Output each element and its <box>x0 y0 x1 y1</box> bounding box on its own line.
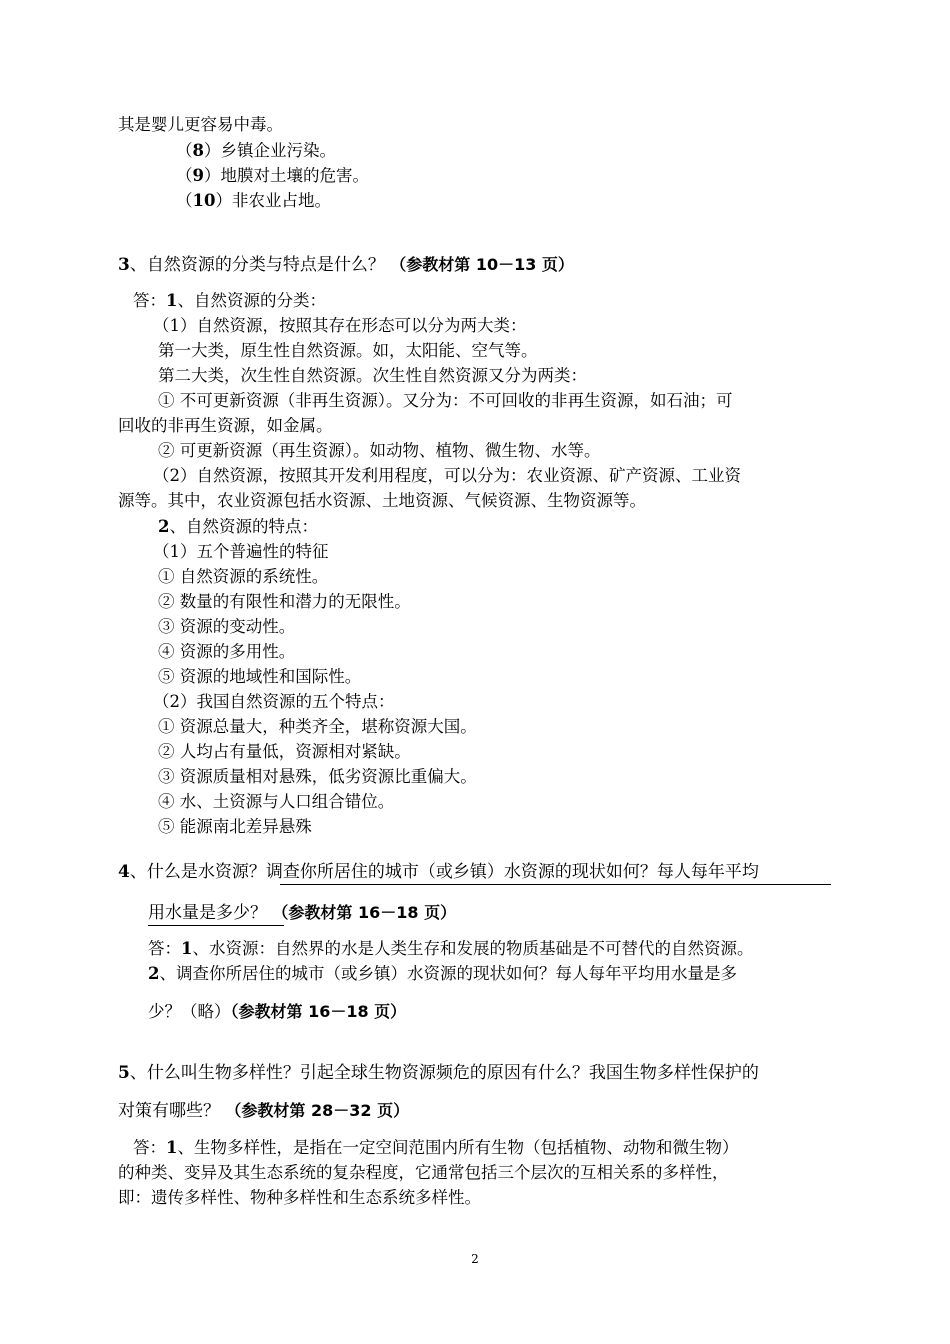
feature-item: ④ 资源的多用性。 <box>158 642 296 661</box>
list-item: （10）非农业占地。 <box>176 191 331 210</box>
answer-text: 、水资源：自然界的水是人类生存和发展的物质基础是不可替代的自然资源。 <box>192 939 754 958</box>
paragraph-line: 第二大类，次生性自然资源。次生性自然资源又分为两类： <box>158 366 587 385</box>
question-number: 4 <box>118 862 130 882</box>
answer-heading-text: 、自然资源的分类： <box>177 291 326 310</box>
list-item: （8）乡镇企业污染。 <box>176 141 336 160</box>
answer-heading <box>158 516 318 538</box>
answer-prefix: 答： <box>148 939 181 958</box>
answer-line: 即：遗传多样性、物种多样性和生态系统多样性。 <box>118 1188 481 1207</box>
item-number: 8 <box>192 141 204 160</box>
answer-line <box>148 938 753 960</box>
textbook-reference: （参教材第 16－18 页） <box>272 903 457 922</box>
question-text: 、自然资源的分类与特点是什么？ <box>129 255 385 275</box>
underline-rule <box>148 925 284 926</box>
answer-prefix: 答： <box>133 1138 166 1157</box>
paragraph-line: 回收的非再生资源，如金属。 <box>118 416 333 435</box>
paragraph-line: ② 可更新资源（再生资源）。如动物、植物、微生物、水等。 <box>158 441 601 460</box>
answer-line: 的种类、变异及其生态系统的复杂程度，它通常包括三个层次的互相关系的多样性， <box>118 1163 729 1182</box>
feature-item: ① 自然资源的系统性。 <box>158 567 329 586</box>
answer-heading-text: 、自然资源的特点： <box>169 517 318 536</box>
answer-text: 少？（略） <box>148 1002 231 1021</box>
answer-text: 、生物多样性，是指在一定空间范围内所有生物（包括植物、动物和微生物） <box>177 1138 739 1157</box>
question-text-underlined: 调查你所居住的城市（或乡镇）水资源的现状如何？每人每年平均 <box>265 862 759 882</box>
list-item: （9）地膜对土壤的危害。 <box>176 166 369 185</box>
answer-line <box>133 1137 738 1159</box>
question-number: 3 <box>118 255 130 275</box>
paragraph-line: （1）五个普遍性的特征 <box>153 542 329 561</box>
paragraph-line: ① 不可更新资源（非再生资源）。又分为：不可回收的非再生资源，如石油；可 <box>158 391 733 410</box>
question-text: 对策有哪些？ <box>118 1101 220 1121</box>
page-number: 2 <box>471 1252 479 1266</box>
china-feature-item: ① 资源总量大，种类齐全，堪称资源大国。 <box>158 717 477 736</box>
question-5-cont <box>118 1100 409 1122</box>
item-number: 9 <box>192 166 204 185</box>
item-number: 10 <box>192 191 216 210</box>
question-text: 、什么叫生物多样性？引起全球生物资源频危的原因有什么？我国生物多样性保护的 <box>129 1063 759 1083</box>
answer-prefix: 答： <box>133 291 166 310</box>
answer-number: 1 <box>166 1138 178 1157</box>
textbook-reference: （参教材第 28－32 页） <box>225 1101 410 1120</box>
item-text: 乡镇企业污染。 <box>220 141 336 160</box>
intro-line: 其是婴儿更容易中毒。 <box>118 115 283 134</box>
question-3 <box>118 254 574 276</box>
answer-heading <box>133 290 326 312</box>
paragraph-line: （2）自然资源，按照其开发利用程度，可以分为：农业资源、矿产资源、工业资 <box>153 466 741 485</box>
question-number: 5 <box>118 1063 130 1083</box>
paragraph-line: 源等。其中，农业资源包括水资源、土地资源、气候资源、生物资源等。 <box>118 491 646 510</box>
answer-text: 、调查你所居住的城市（或乡镇）水资源的现状如何？每人每年平均用水量是多 <box>159 964 737 983</box>
answer-number: 2 <box>148 964 160 983</box>
answer-line <box>148 963 737 985</box>
question-4-cont <box>148 902 456 924</box>
china-feature-item: ② 人均占有量低，资源相对紧缺。 <box>158 742 411 761</box>
china-feature-item: ③ 资源质量相对悬殊，低劣资源比重偏大。 <box>158 767 477 786</box>
feature-item: ③ 资源的变动性。 <box>158 617 296 636</box>
feature-item: ② 数量的有限性和潜力的无限性。 <box>158 592 411 611</box>
question-text-underlined: 用水量是多少？ <box>148 903 267 923</box>
feature-item: ⑤ 资源的地域性和国际性。 <box>158 667 362 686</box>
paragraph-line: （1）自然资源，按照其存在形态可以分为两大类： <box>153 316 527 335</box>
paragraph-line: （2）我国自然资源的五个特点： <box>153 692 395 711</box>
paragraph-line: 第一大类，原生性自然资源。如，太阳能、空气等。 <box>158 341 538 360</box>
textbook-reference: （参教材第 10－13 页） <box>390 255 574 274</box>
question-5 <box>118 1062 759 1084</box>
china-feature-item: ④ 水、土资源与人口组合错位。 <box>158 792 395 811</box>
china-feature-item: ⑤ 能源南北差异悬殊 <box>158 817 312 836</box>
underline-rule <box>280 884 831 885</box>
item-text: 地膜对土壤的危害。 <box>220 166 369 185</box>
textbook-reference: （参教材第 16－18 页） <box>230 1002 407 1021</box>
item-text: 非农业占地。 <box>231 191 331 210</box>
answer-number: 2 <box>158 517 170 536</box>
answer-number: 1 <box>181 939 193 958</box>
answer-number: 1 <box>166 291 178 310</box>
question-text: 、什么是水资源？ <box>129 862 266 882</box>
question-4 <box>118 861 759 883</box>
answer-line <box>148 1001 406 1023</box>
